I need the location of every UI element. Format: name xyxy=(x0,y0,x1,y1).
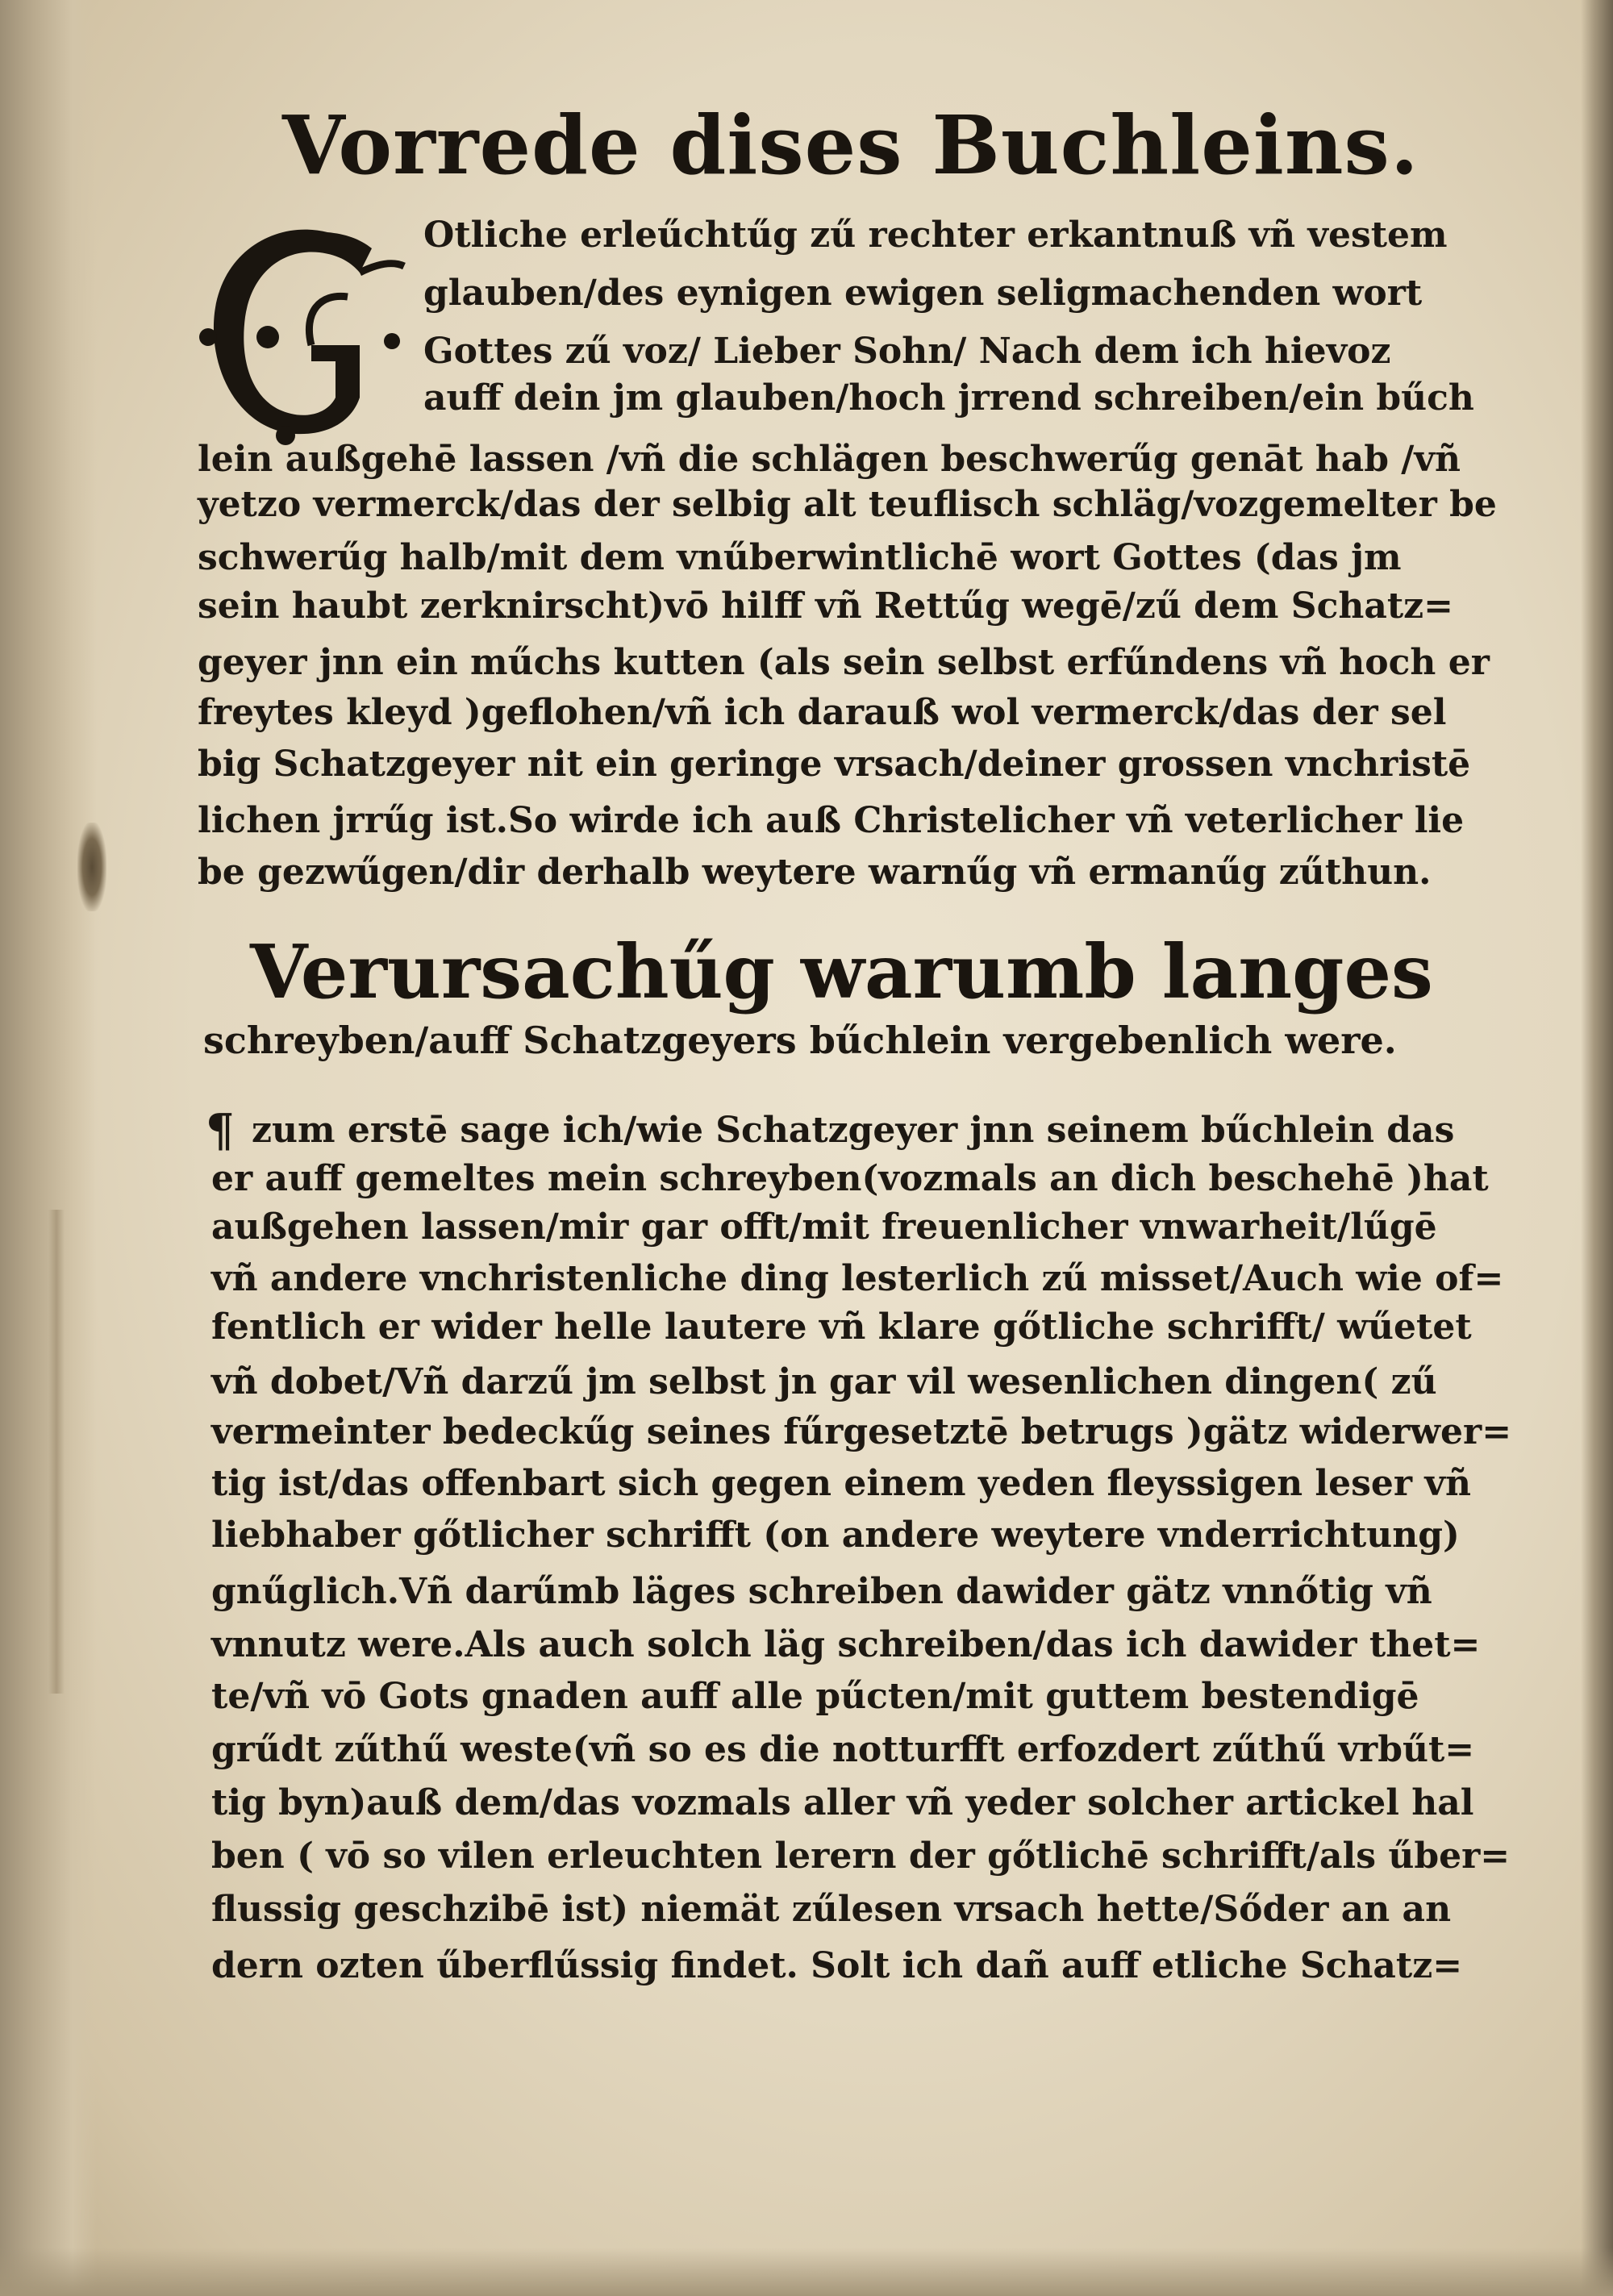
intro-line: be gezwűgen/dir derhalb weytere warnűg vñ ermanűg zűthun. xyxy=(198,852,1432,893)
body-line: gnűglich.Vñ darűmb läges schreiben dawider gätz vnnőtig vñ xyxy=(211,1571,1432,1612)
intro-line: lichen jrrűg ist.So wirde ich auß Christelicher vñ veterlicher lie xyxy=(198,800,1465,841)
body-line: te/vñ vō Gots gnaden auff alle pűcten/mit guttem bestendigē xyxy=(211,1676,1419,1717)
body-line: vnnutz were.Als auch solch läg schreiben/das ich dawider thet= xyxy=(211,1624,1481,1665)
body-line: grűdt zűthű weste(vñ so es die notturfft erfozdert zűthű vrbűt= xyxy=(211,1729,1475,1770)
page-right-edge xyxy=(1581,0,1613,2296)
body-line: liebhaber gőtlicher schrifft (on andere weytere vnderrichtung) xyxy=(211,1515,1460,1556)
intro-line: big Schatzgeyer nit ein geringe vrsach/deiner grossen vnchristē xyxy=(198,744,1471,785)
page-bottom-edge xyxy=(0,2248,1613,2296)
paper-crease xyxy=(48,1210,65,1694)
section-subheading: schreyben/auff Schatzgeyers bűchlein vergebenlich were. xyxy=(203,1019,1397,1062)
intro-line: lein außgehē lassen /vñ die schlägen beschwerűg genāt hab /vñ xyxy=(198,439,1461,480)
body-line: vñ andere vnchristenliche ding lesterlich zű misset/Auch wie of= xyxy=(211,1258,1504,1299)
intro-line: glauben/des eynigen ewigen seligmachenden wort xyxy=(423,273,1423,314)
intro-line: freytes kleyd )geflohen/vñ ich darauß wol vermerck/das der sel xyxy=(198,692,1447,733)
decorated-initial-g-icon xyxy=(190,216,416,458)
page-binding-edge xyxy=(0,0,97,2296)
section-heading: Verursachűg warumb langes xyxy=(250,928,1433,1015)
intro-line: schwerűg halb/mit dem vnűberwintlichē wort Gottes (das jm xyxy=(198,537,1402,578)
body-line: außgehen lassen/mir gar offt/mit freuenlicher vnwarheit/lűgē xyxy=(211,1206,1437,1248)
page-heading: Vorrede dises Buchleins. xyxy=(282,98,1419,193)
body-line: vñ dobet/Vñ darzű jm selbst jn gar vil wesenlichen dingen( zű xyxy=(211,1361,1437,1402)
body-line: flussig geschzibē ist) niemät zűlesen vrsach hette/Sőder an an xyxy=(211,1889,1452,1930)
intro-line: Gottes zű voz/ Lieber Sohn/ Nach dem ich hievoz xyxy=(423,331,1391,372)
body-line: vermeinter bedeckűg seines fűrgesetztē betrugs )gätz widerwer= xyxy=(211,1411,1512,1452)
intro-line: yetzo vermerck/das der selbig alt teuflisch schläg/vozgemelter be xyxy=(198,484,1497,525)
intro-line: sein haubt zerknirscht)vō hilff vñ Rettűg wegē/zű dem Schatz= xyxy=(198,585,1454,627)
body-line: dern ozten űberflűssig findet. Solt ich dañ auff etliche Schatz= xyxy=(211,1945,1463,1986)
pilcrow-icon: ¶ xyxy=(206,1104,235,1157)
body-line: fentlich er wider helle lautere vñ klare gőtliche schrifft/ wűetet xyxy=(211,1306,1472,1348)
body-line: zum erstē sage ich/wie Schatzgeyer jnn seinem bűchlein das xyxy=(252,1110,1455,1151)
body-line: er auff gemeltes mein schreyben(vozmals an dich beschehē )hat xyxy=(211,1158,1489,1199)
ink-stain xyxy=(77,823,106,911)
body-line: tig byn)auß dem/das vozmals aller vñ yeder solcher artickel hal xyxy=(211,1782,1474,1823)
body-line: ben ( vō so vilen erleuchten lerern der gőtlichē schrifft/als űber= xyxy=(211,1836,1511,1877)
intro-line: Otliche erleűchtűg zű rechter erkantnuß vñ vestem xyxy=(423,215,1448,256)
intro-line: auff dein jm glauben/hoch jrrend schreiben/ein bűch xyxy=(423,377,1474,419)
intro-line: geyer jnn ein műchs kutten (als sein selbst erfűndens vñ hoch er xyxy=(198,642,1490,683)
body-line: tig ist/das offenbart sich gegen einem yeden fleyssigen leser vñ xyxy=(211,1463,1471,1504)
